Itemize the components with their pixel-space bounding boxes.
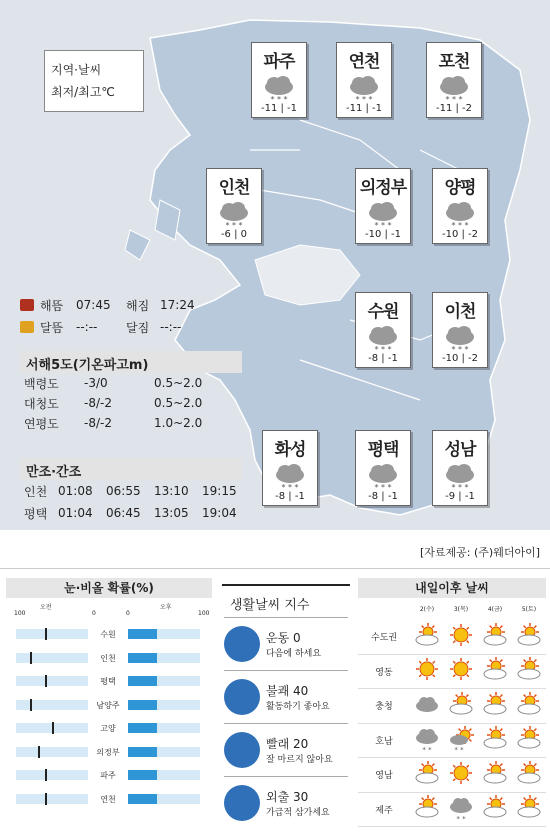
city-name: 성남 xyxy=(444,440,476,460)
life-title: 생활날씨 지수 xyxy=(222,584,350,617)
am-marker xyxy=(45,628,47,640)
tide-time: 19:15 xyxy=(202,484,237,498)
am-bar xyxy=(16,700,88,710)
am-marker xyxy=(30,652,32,664)
legend-line1: 지역·날씨 xyxy=(51,63,102,77)
precip-region: 인천 xyxy=(100,653,116,663)
temp-low: -8 xyxy=(275,491,286,502)
axis-zero-left: 0 xyxy=(92,610,96,617)
temp-low: -8 xyxy=(368,491,379,502)
am-marker xyxy=(30,699,32,711)
life-item xyxy=(224,723,348,776)
axis-pm: 오후 xyxy=(160,604,172,611)
forecast-row xyxy=(358,655,546,690)
sea-temp: -3/0 xyxy=(84,376,108,390)
sunset-label: 해짐 xyxy=(126,298,150,313)
life-desc: 가급적 삼가세요 xyxy=(266,808,330,818)
tide-time: 13:10 xyxy=(154,484,189,498)
svg-text:* * *: * * * xyxy=(374,221,392,229)
am-marker xyxy=(52,722,54,734)
pm-bar-fill xyxy=(128,700,157,710)
snow-cloud-icon xyxy=(363,323,403,353)
city-name: 연천 xyxy=(348,52,380,72)
temp-high: -2 xyxy=(462,103,473,114)
sun-cloud-icon xyxy=(478,726,512,754)
temp-high: -1 xyxy=(391,229,402,240)
snow-cloud-icon xyxy=(214,199,254,229)
precip-region: 남양주 xyxy=(96,700,120,710)
tide-time: 13:05 xyxy=(154,506,189,520)
forecast-region: 충청 xyxy=(375,702,393,713)
sun-cloud-icon xyxy=(478,692,512,720)
temp-low: -11 xyxy=(345,103,363,114)
life-name: 불쾌 40 xyxy=(266,684,309,698)
svg-text:* *: * * xyxy=(454,746,464,755)
tide-row xyxy=(20,480,242,502)
city-temp: -10 | -2 xyxy=(441,229,479,240)
outing-icon xyxy=(224,785,260,821)
sun-cloud-icon xyxy=(478,761,512,789)
forecast-days xyxy=(358,598,546,620)
am-bar xyxy=(16,794,88,804)
svg-text:* * *: * * * xyxy=(445,95,463,103)
am-bar xyxy=(16,676,88,686)
city-name: 평택 xyxy=(367,440,399,460)
snow-cloud-icon xyxy=(363,199,403,229)
life-name: 운동 0 xyxy=(266,631,301,645)
precip-row xyxy=(6,763,212,787)
sea-title: 서해5도(기온파고m) xyxy=(20,351,242,373)
life-desc: 다음에 하세요 xyxy=(266,649,322,659)
pm-bar-fill xyxy=(128,653,157,663)
sun-moon-times xyxy=(20,294,220,338)
sun-cloud-icon xyxy=(512,692,546,720)
divider xyxy=(0,568,550,569)
tide-time: 06:55 xyxy=(106,484,141,498)
svg-text:* * *: * * * xyxy=(355,95,373,103)
precip-panel xyxy=(6,578,212,810)
city-card xyxy=(426,42,482,118)
sun-icon xyxy=(410,657,444,685)
precip-region: 의정부 xyxy=(96,747,120,757)
life-item xyxy=(224,670,348,723)
precip-region: 고양 xyxy=(100,724,116,733)
pm-bar-fill xyxy=(128,770,157,780)
am-marker xyxy=(45,769,47,781)
temp-high: 0 xyxy=(240,229,248,240)
city-name: 포천 xyxy=(438,52,470,72)
forecast-row xyxy=(358,793,546,828)
life-index-panel xyxy=(222,584,350,829)
svg-text:* * *: * * * xyxy=(374,483,392,491)
city-temp: -6 | 0 xyxy=(220,229,248,240)
tide-time: 06:45 xyxy=(106,506,141,520)
sun-cloud-icon xyxy=(512,726,546,754)
forecast-row xyxy=(358,689,546,724)
am-bar xyxy=(16,747,88,757)
city-temp: -10 | -1 xyxy=(364,229,402,240)
svg-text:* * *: * * * xyxy=(281,483,299,491)
sunrise-time: 07:45 xyxy=(76,298,111,312)
life-name: 외출 30 xyxy=(266,790,309,804)
axis-left: 100 xyxy=(14,610,26,617)
city-name: 인천 xyxy=(218,178,250,198)
moonset-time: --:-- xyxy=(160,320,182,334)
city-card xyxy=(355,430,411,506)
am-marker xyxy=(38,746,40,758)
city-card xyxy=(262,430,318,506)
city-temp: -9 | -1 xyxy=(445,491,475,502)
snow-cloud-icon xyxy=(410,726,444,754)
tide-table xyxy=(20,458,242,524)
am-bar xyxy=(16,629,88,639)
map-legend xyxy=(44,50,144,112)
tide-row xyxy=(20,502,242,524)
city-card xyxy=(355,292,411,368)
svg-text:* * *: * * * xyxy=(451,345,469,353)
life-desc: 활동하기 좋아요 xyxy=(266,702,330,712)
svg-text:* * *: * * * xyxy=(374,345,392,353)
temp-high: -1 xyxy=(387,353,398,364)
tide-time: 01:04 xyxy=(58,506,93,520)
city-card xyxy=(206,168,262,244)
sun-cloud-icon xyxy=(512,623,546,651)
city-temp: -8 | -1 xyxy=(368,491,398,502)
moonset-label: 달짐 xyxy=(126,320,150,335)
svg-text:* * *: * * * xyxy=(451,483,469,491)
life-item xyxy=(224,776,348,829)
temp-low: -8 xyxy=(368,353,379,364)
sun-cloud-icon xyxy=(410,761,444,789)
precip-title: 눈·비올 확률(%) xyxy=(6,578,212,598)
forecast-region: 영동 xyxy=(375,667,393,678)
city-temp: -8 | -1 xyxy=(368,353,398,364)
moonrise-label: 달뜸 xyxy=(40,320,64,335)
city-name: 파주 xyxy=(263,52,295,72)
temp-low: -10 xyxy=(441,229,459,240)
svg-text:* * *: * * * xyxy=(225,221,243,229)
temp-high: -1 xyxy=(387,491,398,502)
city-card xyxy=(432,430,488,506)
city-card xyxy=(251,42,307,118)
temp-high: -1 xyxy=(287,103,298,114)
pm-bar-fill xyxy=(128,794,157,804)
precip-row xyxy=(6,716,212,740)
pm-bar-fill xyxy=(128,747,157,757)
city-name: 양평 xyxy=(444,178,476,198)
sun-icon xyxy=(444,657,478,685)
precip-region: 연천 xyxy=(100,794,116,804)
forecast-region: 호남 xyxy=(375,736,393,747)
data-source: [자료제공: (주)웨더아이] xyxy=(419,546,540,559)
precip-axis xyxy=(6,598,212,622)
city-name: 이천 xyxy=(444,302,476,322)
forecast-day: 5(토) xyxy=(521,606,537,613)
city-card xyxy=(355,168,411,244)
city-name: 수원 xyxy=(367,302,399,322)
sea-station: 대청도 xyxy=(24,396,59,411)
life-desc: 잘 마르지 않아요 xyxy=(266,755,333,765)
precip-row xyxy=(6,787,212,811)
sea-wave: 1.0~2.0 xyxy=(154,416,203,430)
discomfort-icon xyxy=(224,679,260,715)
precip-row xyxy=(6,740,212,764)
sun-cloud-icon xyxy=(478,657,512,685)
sun-cloud-icon xyxy=(512,657,546,685)
tide-station: 평택 xyxy=(24,506,48,521)
temp-high: -1 xyxy=(464,491,475,502)
city-temp: -11 | -1 xyxy=(260,103,298,114)
sun-cloud-icon xyxy=(512,795,546,823)
sea-temp: -8/-2 xyxy=(84,396,112,410)
temp-low: -11 xyxy=(435,103,453,114)
city-temp: -11 | -1 xyxy=(345,103,383,114)
sun-cloud-icon xyxy=(410,795,444,823)
snow-cloud-icon xyxy=(440,461,480,491)
sun-icon xyxy=(444,761,478,789)
temp-low: -11 xyxy=(260,103,278,114)
forecast-row xyxy=(358,758,546,793)
city-name: 화성 xyxy=(274,440,306,460)
sun-cloud-snow-icon xyxy=(444,726,478,754)
sun-cloud-icon xyxy=(512,761,546,789)
forecast-day: 2(수) xyxy=(419,606,435,613)
sunset-time: 17:24 xyxy=(160,298,195,312)
pm-bar-fill xyxy=(128,629,157,639)
exercise-icon xyxy=(224,626,260,662)
snow-cloud-icon xyxy=(440,323,480,353)
legend-line2: 최저/최고℃ xyxy=(51,85,115,99)
pm-bar-fill xyxy=(128,723,157,733)
tide-station: 인천 xyxy=(24,484,48,499)
life-name: 빨래 20 xyxy=(266,737,309,751)
am-bar xyxy=(16,653,88,663)
precip-row xyxy=(6,646,212,670)
sea-row xyxy=(20,373,242,393)
city-temp: -10 | -2 xyxy=(441,353,479,364)
sun-cloud-icon xyxy=(478,795,512,823)
city-name: 의정부 xyxy=(359,178,407,198)
city-card xyxy=(432,292,488,368)
snow-cloud-icon xyxy=(270,461,310,491)
tide-title: 만조·간조 xyxy=(20,458,242,480)
am-marker xyxy=(45,675,47,687)
temp-high: -2 xyxy=(468,229,479,240)
forecast-panel xyxy=(358,578,546,827)
tide-time: 01:08 xyxy=(58,484,93,498)
city-card xyxy=(336,42,392,118)
forecast-day: 4(금) xyxy=(487,606,503,613)
snow-cloud-icon xyxy=(440,199,480,229)
sea-station: 연평도 xyxy=(24,416,59,431)
axis-am: 오전 xyxy=(40,604,52,611)
sun-icon xyxy=(444,623,478,651)
sea-row xyxy=(20,413,242,433)
snow-cloud-icon xyxy=(259,73,299,103)
tide-time: 19:04 xyxy=(202,506,237,520)
svg-text:* *: * * xyxy=(456,815,466,824)
snow-cloud-icon xyxy=(344,73,384,103)
moonrise-icon xyxy=(20,321,34,333)
forecast-row xyxy=(358,620,546,655)
sun-cloud-icon xyxy=(444,692,478,720)
sea-row xyxy=(20,393,242,413)
forecast-region: 제주 xyxy=(375,805,393,816)
forecast-row xyxy=(358,724,546,759)
sea-wave: 0.5~2.0 xyxy=(154,376,203,390)
precip-region: 수원 xyxy=(100,630,116,639)
sea-forecast xyxy=(20,351,242,433)
forecast-title: 내일이후 날씨 xyxy=(358,578,546,598)
city-temp: -8 | -1 xyxy=(275,491,305,502)
forecast-day: 3(목) xyxy=(453,606,469,613)
sunrise-icon xyxy=(20,299,34,311)
sunrise-label: 해뜸 xyxy=(40,298,64,313)
svg-text:* * *: * * * xyxy=(451,221,469,229)
city-temp: -11 | -2 xyxy=(435,103,473,114)
life-item xyxy=(224,617,348,670)
snow-cloud-icon xyxy=(363,461,403,491)
am-bar xyxy=(16,770,88,780)
pm-bar-fill xyxy=(128,676,157,686)
sun-cloud-icon xyxy=(410,623,444,651)
snow-cloud-icon xyxy=(434,73,474,103)
temp-low: -10 xyxy=(441,353,459,364)
sea-wave: 0.5~2.0 xyxy=(154,396,203,410)
forecast-region: 영남 xyxy=(375,771,393,782)
am-marker xyxy=(45,793,47,805)
temp-low: -9 xyxy=(445,491,456,502)
temp-low: -6 xyxy=(220,229,231,240)
temp-high: -2 xyxy=(468,353,479,364)
svg-text:* *: * * xyxy=(422,746,432,755)
axis-right: 100 xyxy=(198,610,210,617)
sun-cloud-icon xyxy=(478,623,512,651)
temp-high: -1 xyxy=(294,491,305,502)
axis-zero-right: 0 xyxy=(126,610,130,617)
svg-text:* * *: * * * xyxy=(270,95,288,103)
temp-high: -1 xyxy=(372,103,383,114)
moonrise-time: --:-- xyxy=(76,320,98,334)
cloud-icon xyxy=(410,692,444,720)
precip-row xyxy=(6,622,212,646)
cloud-snow-icon xyxy=(444,795,478,823)
laundry-icon xyxy=(224,732,260,768)
precip-region: 평택 xyxy=(100,677,116,686)
forecast-region: 수도권 xyxy=(370,633,398,644)
precip-region: 파주 xyxy=(100,771,116,780)
temp-low: -10 xyxy=(364,229,382,240)
sea-station: 백령도 xyxy=(24,376,59,391)
city-card xyxy=(432,168,488,244)
precip-row xyxy=(6,669,212,693)
sea-temp: -8/-2 xyxy=(84,416,112,430)
precip-row xyxy=(6,693,212,717)
